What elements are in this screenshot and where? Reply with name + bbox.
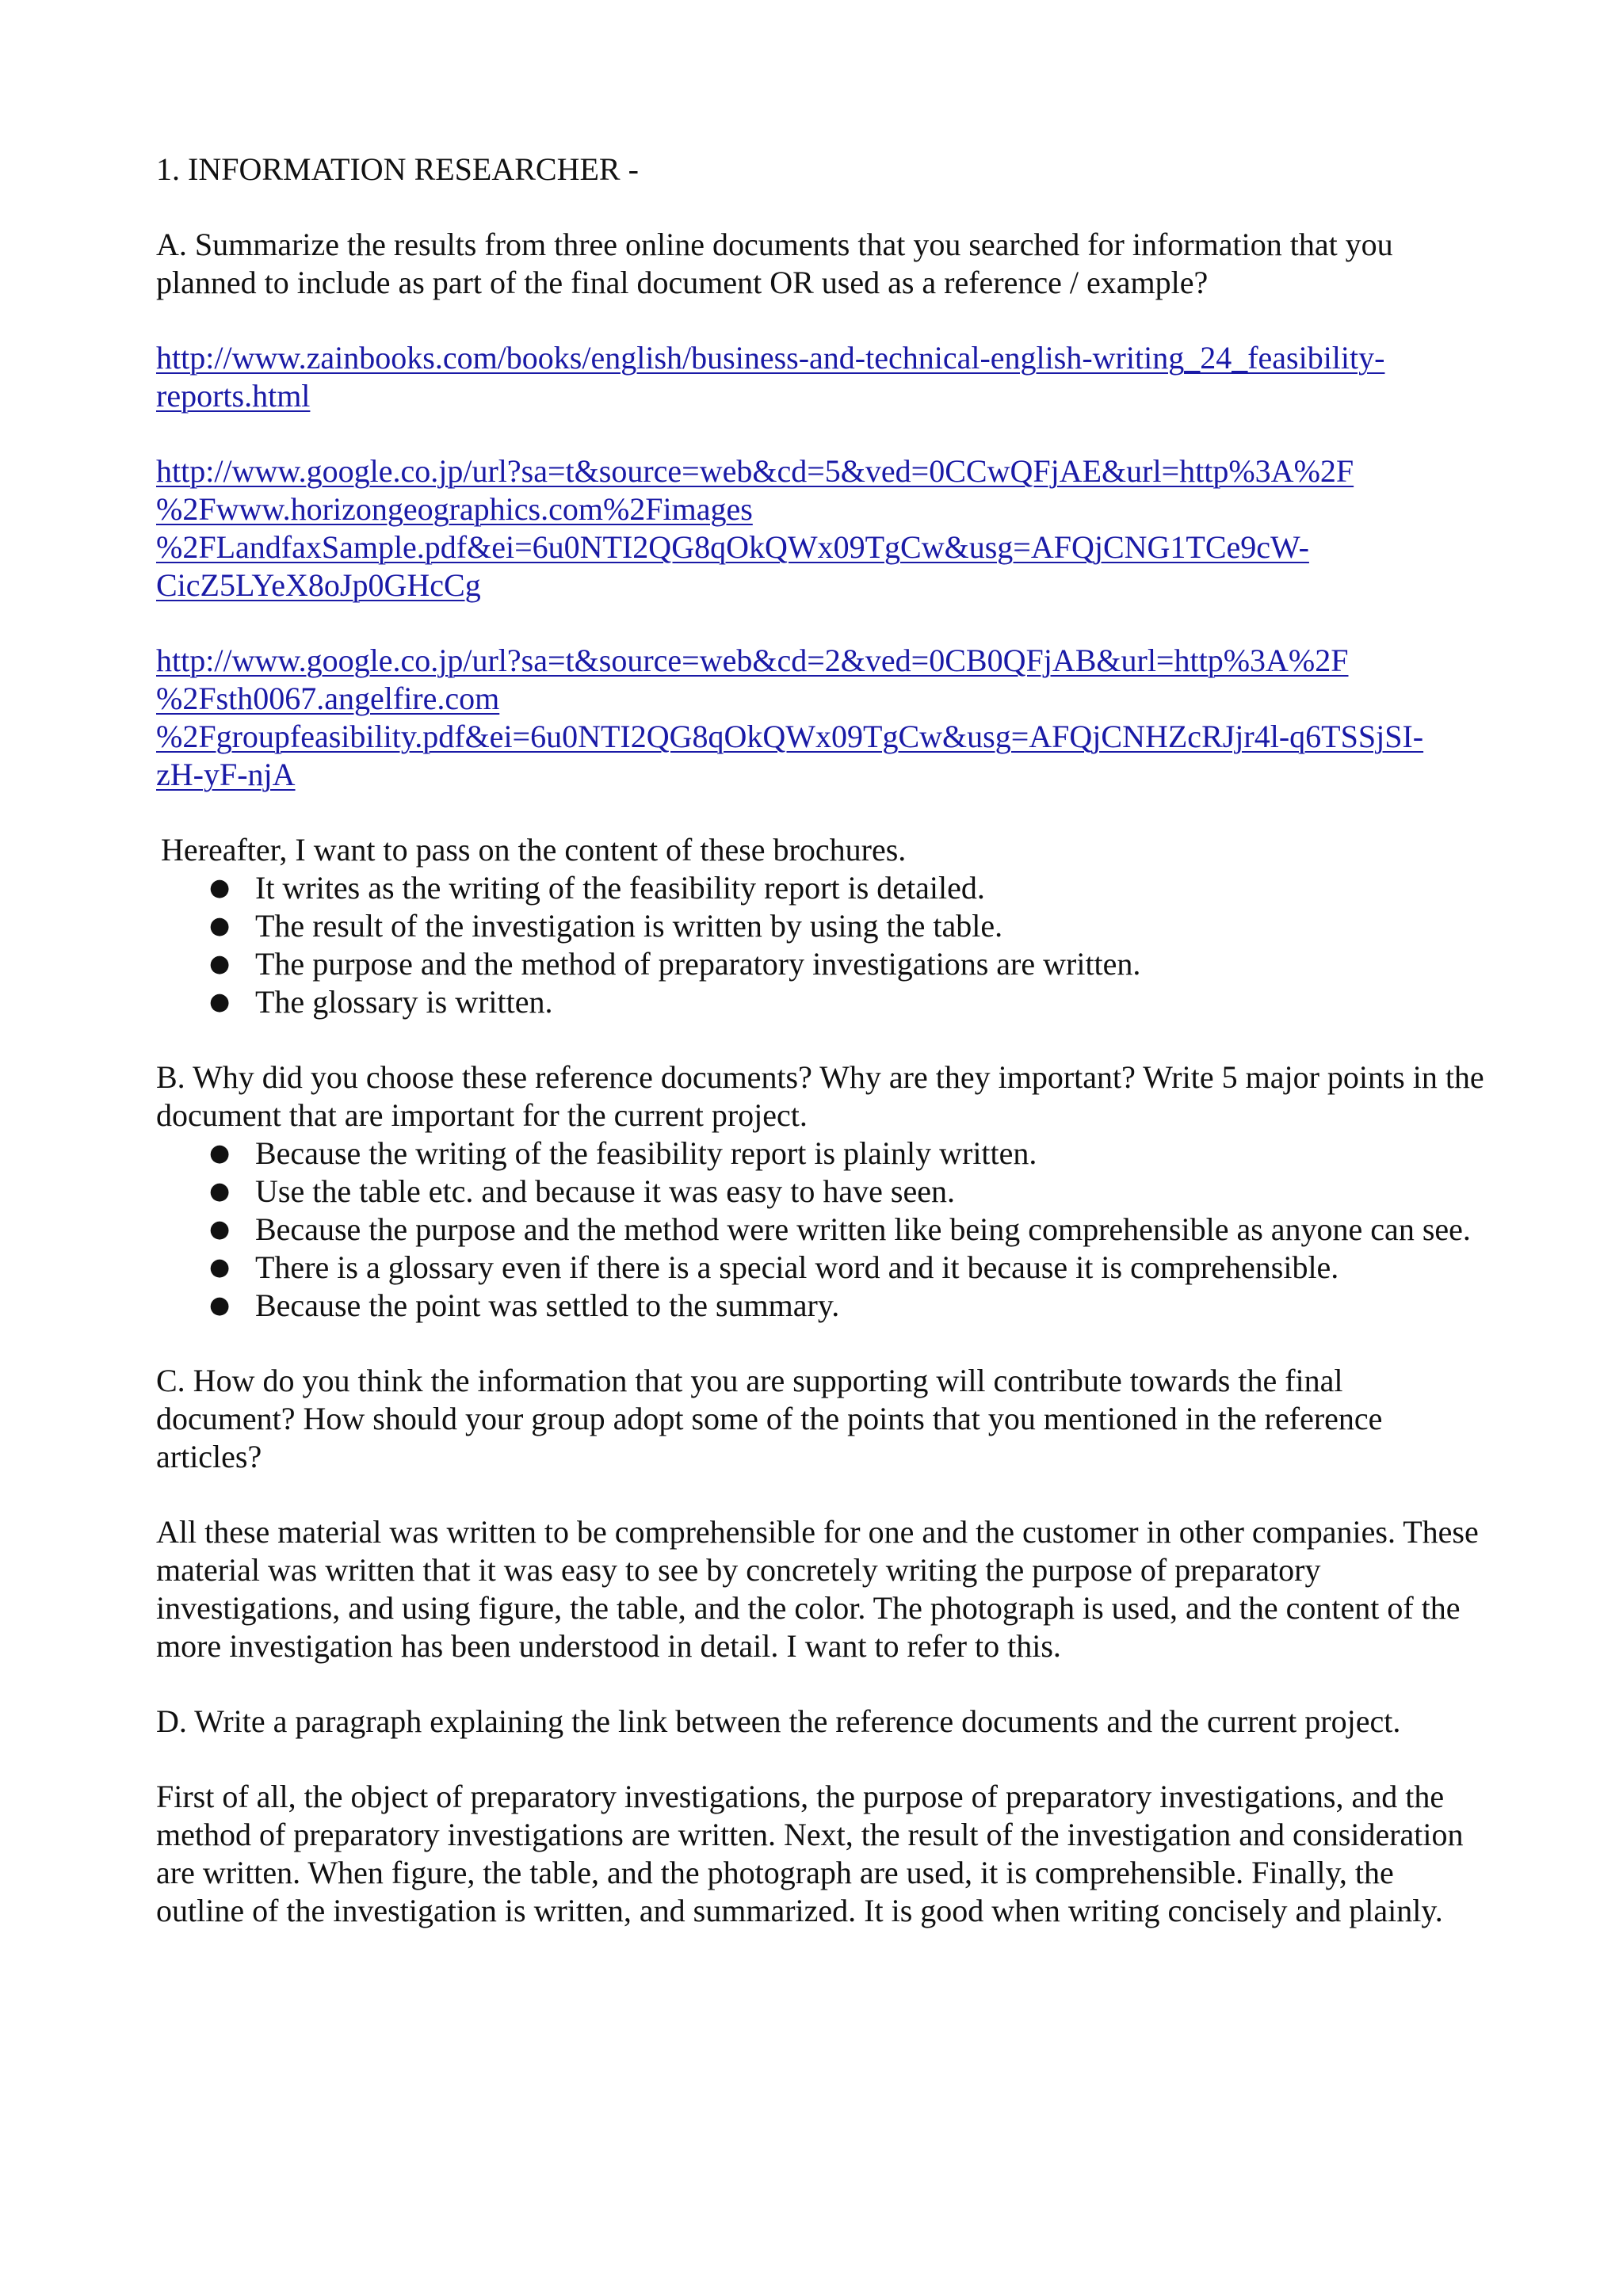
list-item-text: The glossary is written.	[255, 984, 553, 1020]
reference-link-3-line-3[interactable]: %2Fgroupfeasibility.pdf&ei=6u0NTI2QG8qOkQWx09TgCw&usg=AFQjCNHZcRJjr4l-q6TSSjSI-	[156, 719, 1424, 754]
reference-link-2[interactable]	[156, 452, 1487, 605]
section-d-question: D. Write a paragraph explaining the link between the reference documents and the current project.	[156, 1703, 1401, 1739]
list-item	[156, 1211, 1487, 1249]
list-item	[156, 869, 1487, 907]
section-b-question: B. Why did you choose these reference documents? Why are they important? Write 5 major points in the document that are important for the current project.	[156, 1059, 1484, 1133]
list-item	[156, 1173, 1487, 1211]
list-item-text: Use the table etc. and because it was easy to have seen.	[255, 1173, 955, 1209]
reference-link-2-line-1[interactable]: http://www.google.co.jp/url?sa=t&source=web&cd=5&ved=0CCwQFjAE&url=http%3A%2F	[156, 453, 1354, 489]
reference-link-2-line-2[interactable]: %2Fwww.horizongeographics.com%2Fimages	[156, 491, 753, 527]
section-c-answer: All these material was written to be comprehensible for one and the customer in other companies. These material was written that it was easy to see by concretely writing the purpose of preparatory investigations, and using figure, the table, and the color. The photograph is used, and the content of the more investigation has been understood in detail. I want to refer to this.	[156, 1514, 1479, 1664]
bullet-icon: ●	[209, 988, 231, 1016]
list-item-text: Because the purpose and the method were written like being comprehensible as anyone can see.	[255, 1211, 1471, 1247]
section-b-bullet-list	[156, 1135, 1487, 1325]
reference-link-1-line-1[interactable]: http://www.zainbooks.com/books/english/business-and-technical-english-writing_24_feasibility-	[156, 340, 1385, 376]
reference-link-3-line-2[interactable]: %2Fsth0067.angelfire.com	[156, 681, 500, 716]
section-a-bullet-list	[156, 869, 1487, 1021]
list-item	[156, 1287, 1487, 1325]
reference-link-3[interactable]	[156, 642, 1487, 794]
list-item-text: The purpose and the method of preparatory investigations are written.	[255, 946, 1141, 982]
section-c-question: C. How do you think the information that you are supporting will contribute towards the final document? How should your group adopt some of the points that you mentioned in the reference articles?	[156, 1363, 1383, 1474]
list-item	[156, 1135, 1487, 1173]
list-item-text: Because the writing of the feasibility report is plainly written.	[255, 1135, 1037, 1171]
list-item-text: It writes as the writing of the feasibility report is detailed.	[255, 870, 985, 906]
reference-link-3-line-4[interactable]: zH-yF-njA	[156, 757, 296, 792]
bullet-icon: ●	[209, 1177, 231, 1205]
bullet-icon: ●	[209, 1139, 231, 1167]
list-item	[156, 907, 1487, 945]
list-item	[156, 983, 1487, 1021]
reference-link-1-line-2[interactable]: reports.html	[156, 378, 311, 414]
document-heading: 1. INFORMATION RESEARCHER -	[156, 151, 639, 187]
bullet-icon: ●	[209, 1215, 231, 1243]
bullet-icon: ●	[209, 1291, 231, 1319]
reference-link-1[interactable]	[156, 339, 1487, 415]
reference-link-2-line-4[interactable]: CicZ5LYeX8oJp0GHcCg	[156, 567, 481, 603]
reference-link-3-line-1[interactable]: http://www.google.co.jp/url?sa=t&source=web&cd=2&ved=0CB0QFjAB&url=http%3A%2F	[156, 643, 1349, 678]
bullet-icon: ●	[209, 950, 231, 978]
section-a-intro: Hereafter, I want to pass on the content of these brochures.	[161, 832, 907, 868]
document-page	[156, 151, 1487, 1930]
bullet-icon: ●	[209, 912, 231, 940]
reference-link-2-line-3[interactable]: %2FLandfaxSample.pdf&ei=6u0NTI2QG8qOkQWx09TgCw&usg=AFQjCNG1TCe9cW-	[156, 529, 1309, 565]
bullet-icon: ●	[209, 1253, 231, 1281]
section-d-answer: First of all, the object of preparatory investigations, the purpose of preparatory investigations, and the method of preparatory investigations are written. Next, the result of the investigation and consideration are written. When figure, the table, and the photograph are used, it is comprehensible. Finally, the outline of the investigation is written, and summarized. It is good when writing concisely and plainly.	[156, 1779, 1464, 1928]
list-item	[156, 1249, 1487, 1287]
list-item	[156, 945, 1487, 983]
list-item-text: There is a glossary even if there is a special word and it because it is comprehensible.	[255, 1249, 1339, 1285]
bullet-icon: ●	[209, 874, 231, 902]
list-item-text: The result of the investigation is written by using the table.	[255, 908, 1003, 944]
list-item-text: Because the point was settled to the summary.	[255, 1287, 840, 1323]
section-a-question: A. Summarize the results from three online documents that you searched for information that you planned to include as part of the final document OR used as a reference / example?	[156, 227, 1393, 300]
